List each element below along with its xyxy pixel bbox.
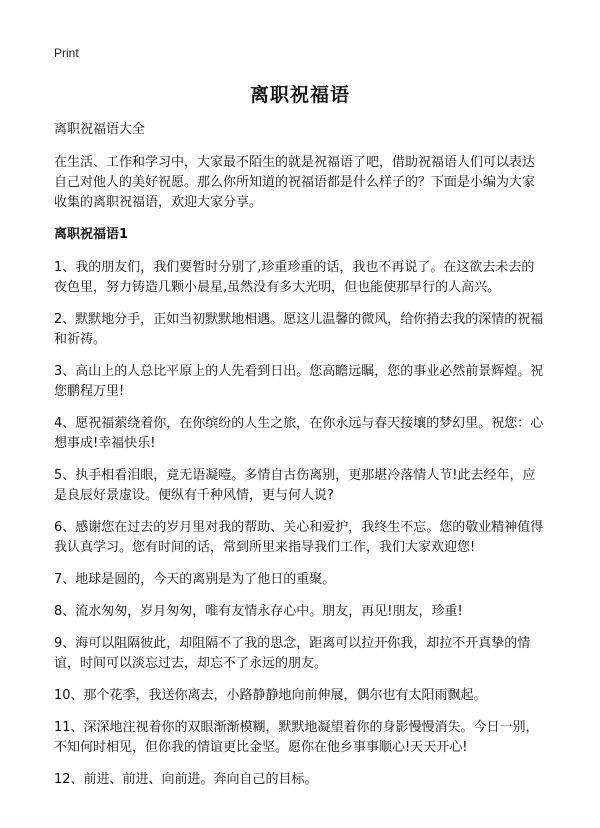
list-item: 12、前进、前进、向前进。奔向自己的目标。 — [54, 772, 318, 787]
list-item: 6、感谢您在过去的岁月里对我的帮助、关心和爱护，我终生不忘。您的敬业精神值得我认真学习。您有时间的话，常到所里来指导我们工作，我们大家欢迎您! — [54, 520, 544, 555]
list-item: 7、地球是圆的，今天的离别是为了他日的重聚。 — [54, 572, 336, 587]
list-item: 11、深深地注视着你的双眼渐渐模糊，默默地凝望着你的身影慢慢消失。今日一别，不知何时相见，但你我的情谊更比金坚。愿你在他乡事事顺心!天天开心! — [54, 720, 539, 755]
list-item: 8、流水匆匆，岁月匆匆，唯有友情永存心中。朋友，再见!朋友，珍重! — [54, 604, 463, 619]
document-title: 离职祝福语 — [249, 84, 350, 106]
document-subtitle: 离职祝福语大全 — [54, 122, 146, 137]
list-item: 10、那个花季，我送你离去，小路静静地向前伸展，偶尔也有太阳雨飘起。 — [54, 688, 487, 703]
print-label[interactable]: Print — [54, 46, 79, 60]
list-item: 2、默默地分手，正如当初默默地相遇。愿这儿温馨的微风，给你捎去我的深情的祝福和祈祷。 — [54, 312, 544, 347]
list-item: 9、海可以阻隔彼此，却阻隔不了我的思念，距离可以拉开你我，却拉不开真挚的情谊，时间可以淡忘过去，却忘不了永远的朋友。 — [54, 636, 531, 671]
list-item: 4、愿祝福萦绕着你，在你缤纷的人生之旅，在你永远与春天接壤的梦幻里。祝您：心想事成!幸福快乐! — [54, 416, 544, 451]
section-heading: 离职祝福语1 — [54, 227, 129, 242]
document-body — [54, 120, 546, 802]
list-item: 5、执手相看泪眼，竟无语凝噎。多情自古伤离别，更那堪冷落情人节!此去经年，应是良辰好景虚设。便纵有千种风情，更与何人说? — [54, 468, 536, 503]
list-item: 1、我的朋友们，我们要暂时分别了,珍重珍重的话，我也不再说了。在这欲去未去的夜色里，努力铸造几颗小晨星,虽然没有多大光明，但也能使那早行的人高兴。 — [54, 260, 535, 295]
list-item: 3、高山上的人总比平原上的人先看到日出。您高瞻远瞩，您的事业必然前景辉煌。祝您鹏程万里! — [54, 364, 544, 399]
intro-paragraph: 在生活、工作和学习中，大家最不陌生的就是祝福语了吧，借助祝福语人们可以表达自己对他人的美好祝愿。那么你所知道的祝福语都是什么样子的？下面是小编为大家收集的离职祝福语，欢迎大家分享。 — [54, 155, 536, 210]
